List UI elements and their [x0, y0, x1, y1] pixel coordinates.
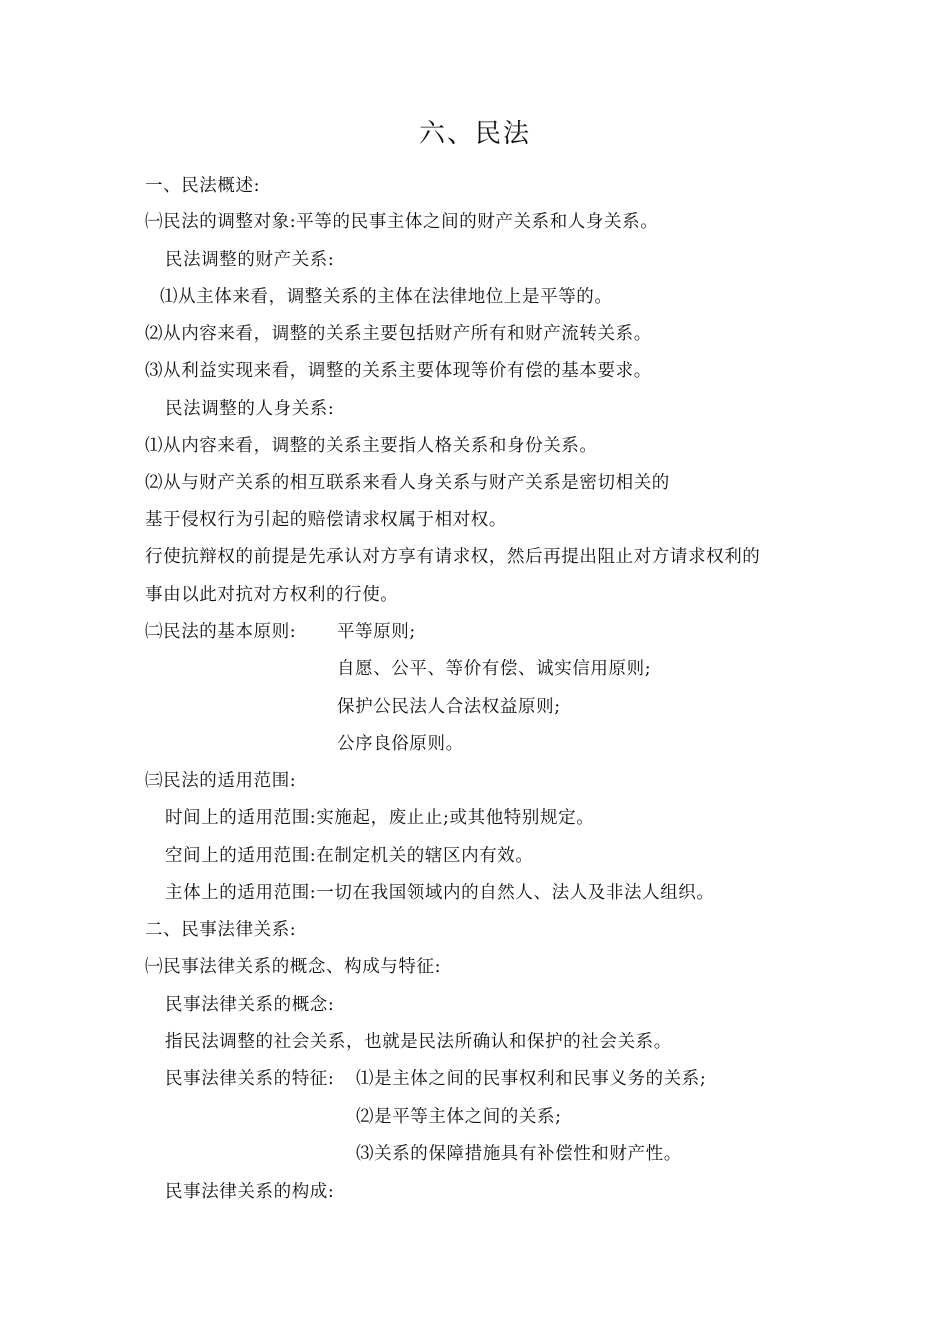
- principle-item: 保护公民法人合法权益原则;: [337, 697, 561, 717]
- paragraph-line: 民事法律关系的概念:: [165, 995, 335, 1015]
- subsection-heading: ㈡民法的基本原则:: [145, 622, 297, 642]
- subsection-heading: ㈢民法的适用范围:: [145, 771, 297, 791]
- list-item: ⑴从主体来看，调整关系的主体在法律地位上是平等的。: [160, 287, 613, 307]
- paragraph-line: 基于侵权行为引起的赔偿请求权属于相对权。: [145, 510, 507, 530]
- principle-item: 平等原则;: [337, 622, 416, 642]
- feature-item: ⑴是主体之间的民事权利和民事义务的关系;: [356, 1069, 707, 1089]
- paragraph-line: 主体上的适用范围:一切在我国领域内的自然人、法人及非法人组织。: [165, 883, 715, 903]
- list-item: ⑶从利益实现来看，调整的关系主要体现等价有偿的基本要求。: [145, 361, 652, 381]
- paragraph-line: 民法调整的人身关系:: [165, 399, 335, 419]
- paragraph-line: 民事法律关系的构成:: [165, 1182, 335, 1202]
- section-heading: 一、民法概述:: [145, 176, 261, 196]
- paragraph-line: 民法调整的财产关系:: [165, 250, 335, 270]
- paragraph-line: 事由以此对抗对方权利的行使。: [145, 585, 399, 605]
- principle-item: 公序良俗原则。: [337, 734, 464, 754]
- list-item: ⑵从与财产关系的相互联系来看人身关系与财产关系是密切相关的: [145, 473, 670, 493]
- list-item: ⑴从内容来看，调整的关系主要指人格关系和身份关系。: [145, 436, 598, 456]
- paragraph-line: 时间上的适用范围:实施起，废止止;或其他特别规定。: [165, 808, 595, 828]
- principle-item: 自愿、公平、等价有偿、诚实信用原则;: [337, 659, 652, 679]
- paragraph-line: 民事法律关系的特征:: [165, 1069, 335, 1089]
- page-title: 六、民法: [418, 119, 531, 149]
- feature-item: ⑶关系的保障措施具有补偿性和财产性。: [356, 1144, 682, 1164]
- list-item: ⑵从内容来看，调整的关系主要包括财产所有和财产流转关系。: [145, 324, 652, 344]
- paragraph-line: 指民法调整的社会关系，也就是民法所确认和保护的社会关系。: [165, 1032, 672, 1052]
- paragraph-line: 空间上的适用范围:在制定机关的辖区内有效。: [165, 846, 534, 866]
- feature-item: ⑵是平等主体之间的关系;: [356, 1107, 562, 1127]
- subsection-heading: ㈠民法的调整对象:平等的民事主体之间的财产关系和人身关系。: [145, 212, 659, 232]
- section-heading: 二、民事法律关系:: [145, 920, 297, 940]
- subsection-heading: ㈠民事法律关系的概念、构成与特征:: [145, 957, 442, 977]
- paragraph-line: 行使抗辩权的前提是先承认对方享有请求权，然后再提出阻止对方请求权利的: [145, 547, 761, 567]
